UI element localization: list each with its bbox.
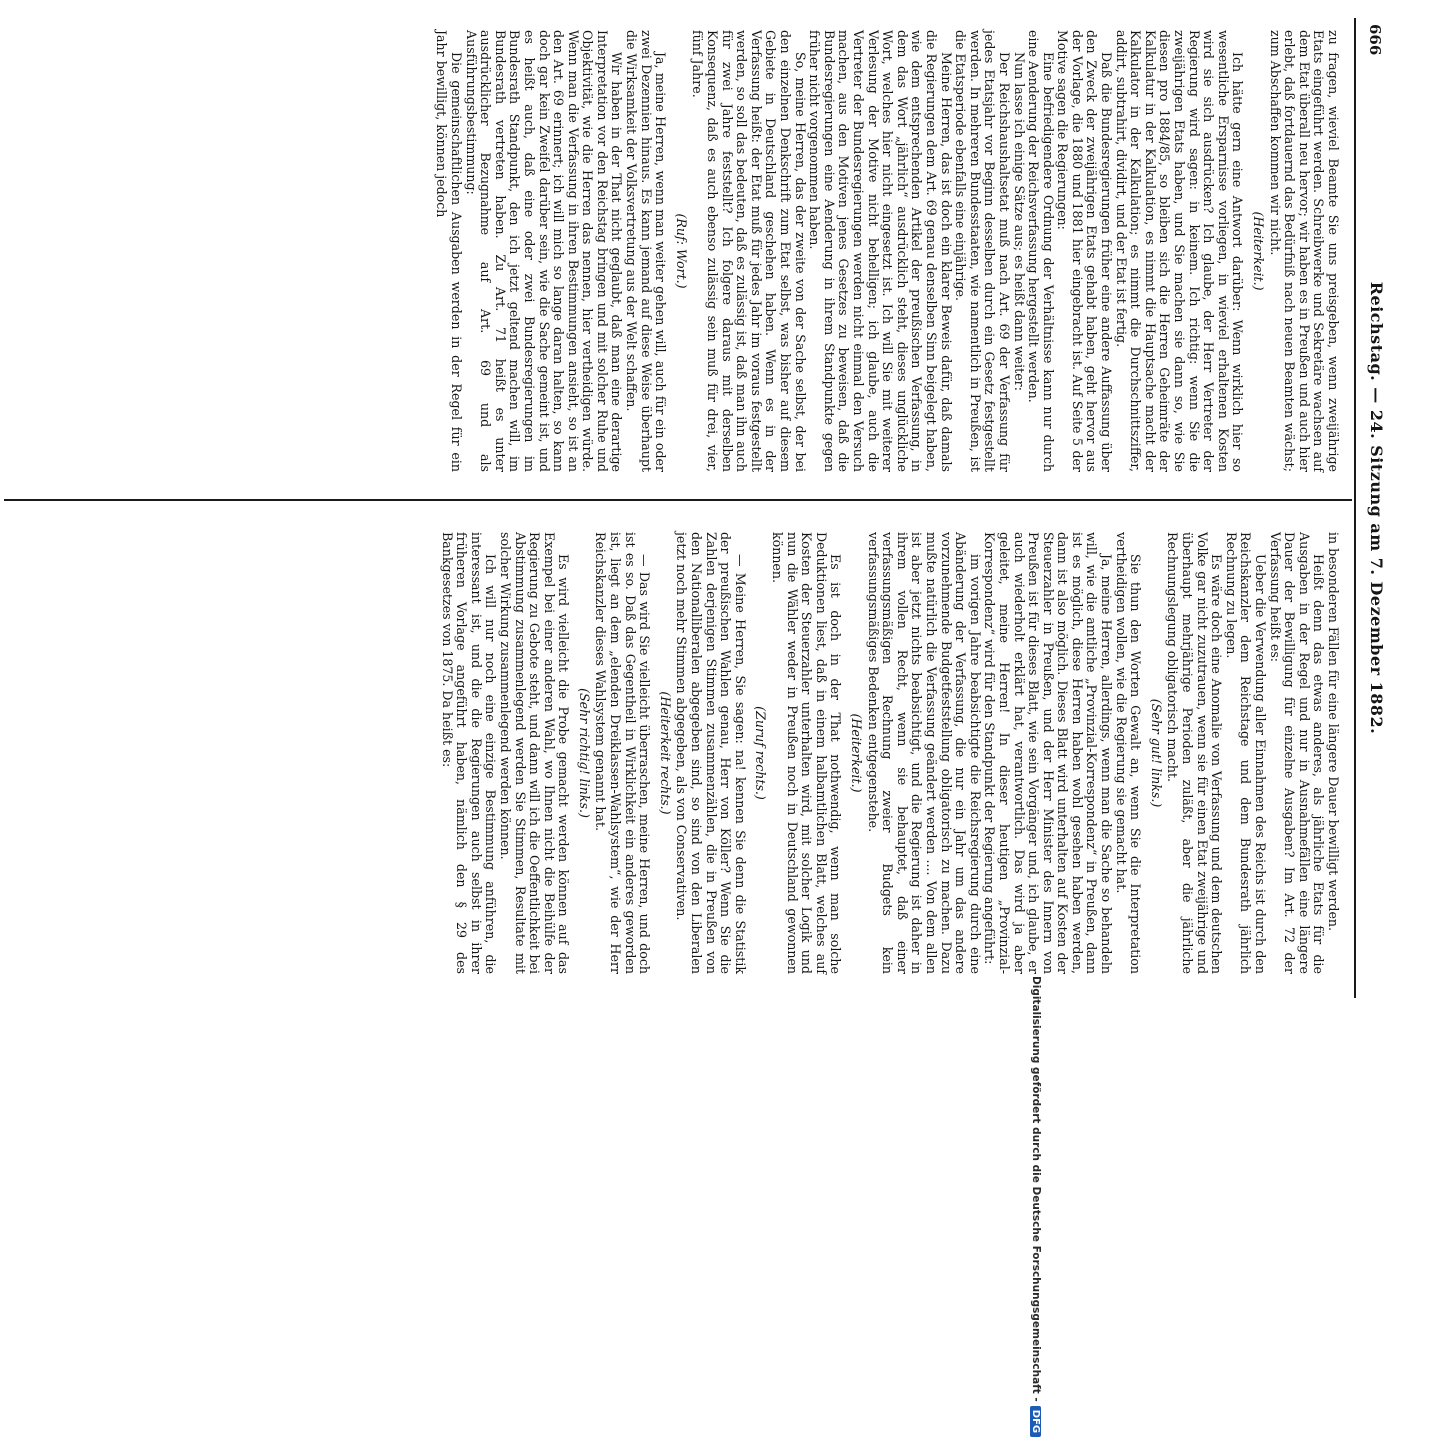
digitization-credit [1030, 976, 1042, 1437]
interjection: (Heiterkeit rechts.) [657, 691, 673, 815]
paragraph: Es ist doch in der That nothwendig, wenn man solche Deduktionen liest, daß in einem halbamtlichen Blatt, welches auf Kosten der Steuerzahler unterhalten wird, mit solcher Logik und nun die Wähler weder in Preußen noch in Deutschland gewonnen können. [770, 532, 844, 974]
paragraph: Ich will nur noch eine einzige Bestimmung anführen, die interessant ist, und die die Regierungen auch selbst in ihrer früheren Vorlage angeführt haben, nämlich den § 29 des Bankgesetzes von 1875. Da heißt es: [439, 532, 499, 974]
right-column [439, 532, 1340, 974]
paragraph: Daß die Bundesregierungen früher eine andere Auffassung über den Zweck der zweijährigen Etats gehabt haben, geht hervor aus der Vorlage, die 1880 und 1881 hier eingebracht ist. Auf Seite 5 der Motive sagen die Regierungen: [1055, 30, 1115, 472]
interjection: (Heiterkeit.) [1251, 211, 1267, 291]
paragraph: Sie thun den Worten Gewalt an, wenn Sie die Interpretation vertheidigen wollen, wie die Regierung sie gemacht hat. [1113, 532, 1144, 974]
quote: Die gemeinschaftlichen Ausgaben werden in der Regel für ein Jahr bewilligt, können jedoch [434, 30, 464, 472]
paragraph: Ja, meine Herren, wenn man weiter gehen will, auch für ein oder zwei Dezennien hinaus. Es kann jemand auf diese Weise überhaupt die Wirksamkeit der Volksvertretung aus der Welt schaffen. [624, 30, 669, 472]
interjection: (Ruf: Wort.) [673, 213, 689, 289]
credit-text: Digitalisierung gefördert durch die Deutsche Forschungsgemeinschaft - [1030, 976, 1042, 1402]
paragraph: Wir haben in der That nicht geglaubt, daß man eine derartige Interpretation vor den Reichstag bringen und mit solcher Ruhe und Objektivität, wie die Herren das nennen, hier vertheidigen würde. Wenn man die Verfassung in ihren Bestimmungen ansieht, so ist an den Art. 69 erinnert; ich will mich so lange daran halten, so kann doch gar kein Zweifel darüber sein, wie die Sache gemeint ist, und es heißt auch, daß eine oder zwei Bundesregierungen im Bundesrath Standpunkt, den ich jetzt geltend machen will, im Bundesrath vertreten haben. Zu Art. 71 heißt es unter ausdrücklicher Bezugnahme auf Art. 69 und als Ausführungsbestimmung: [463, 30, 625, 472]
quote: im vorigen Jahre beabsichtigte die Reichsregierung durch eine Abänderung der Verfassung, die nur ein Jahr um das andere vorzunehmende Budgetfeststellung obligatorisch zu machen. Dazu mußte natürlich die Verfassung geändert werden .... Von dem allen ist aber jetzt nichts beabsichtigt, und die Regierung ist daher in ihrem vollen Recht, wenn sie behauptet, daß einer verfassungsmäßigen Rechnung zweier Budgets kein verfassungsmäßiges Bedenken entgegenstehe. [865, 532, 983, 974]
paragraph: — Meine Herren, Sie sagen: na! kennen Sie denn die Statistik der preußischen Wahlen genau, Herr von Köller? Wenn Sie die Zahlen derjenigen Stimmen zusammenzählen, die in Preußen von den Nationalliberalen abgegeben sind, so sind von den Liberalen jetzt noch mehr Stimmen abgegeben, als von Conservativen. [674, 532, 748, 974]
paragraph: Nun lasse ich einige Sätze aus; es heißt dann weiter: [1011, 52, 1027, 391]
interjection: (Heiterkeit.) [849, 713, 864, 793]
quote: Eine befriedigendere Ordnung der Verhältnisse kann nur durch eine Aenderung der Reichsverfassung hergestellt werden. [1026, 30, 1056, 472]
paragraph: Meine Herren, das ist doch ein klarer Beweis dafür, daß damals die Regierungen dem Art. 69 genau denselben Sinn beigelegt haben, wie dem entsprechenden Artikel der preußischen Verfassung, in dem das Wort „jährlich“ ausdrücklich steht, dieses unglückliche Wort, welches hier nicht eingesetzt ist. Ich will Sie mit weiterer Verlesung der Motive nicht behelligen; ich glaube, auch die Vertreter der Bundesregierungen werden nicht einmal den Versuch machen, aus den Motiven jenes Gesetzes zu beweisen, daß die Bundesregierungen eine Aenderung in ihrem Standpunkte gegen früher nicht vorgenommen haben. [807, 30, 954, 472]
paragraph: Es wird vielleicht die Probe gemacht werden können auf das Exempel bei einer anderen Wahl, wo Ihnen nicht die Beihülfe der Regierung zu Gebote steht, und dann will ich die Oeffentlichkeit bei Abstimmung zusammenlegend werden Sie Stimmen, Resultate mit solcher Wirkung zusammenlegend werden können. [497, 532, 572, 974]
page-rotated [2, 18, 1402, 1434]
interjection: (Sehr richtig! links.) [576, 688, 592, 818]
dfg-logo: DFG [1030, 1406, 1041, 1437]
paragraph: zu fragen, wieviel Beamte Sie uns preisgeben, wenn zweijährige Etats eingeführt werden. Schreibwerke und Sekretäre wachsen auf dem Etat überall neu hervor; wir haben es in Preußen und auch hier erlebt, daß fortdauernd das Bedürfniß nach neuen Beamten wächst; zum Abschaffen kommen wir nicht. [1267, 30, 1341, 472]
quote: in besonderen Fällen für eine längere Dauer bewilligt werden. [1326, 532, 1341, 932]
paragraph: Heißt denn das etwas anderes, als jährliche Etats für die Ausgaben in der Regel und nur in Ausnahmefällen eine längere Dauer der Bewilligung für einzelne Ausgaben? Im Art. 72 der Verfassung heißt es: [1267, 532, 1327, 974]
page-number: 666 [1366, 24, 1384, 56]
page-header [1354, 18, 1402, 998]
column-divider [4, 499, 1352, 501]
left-column [434, 30, 1340, 472]
quote: Ueber die Verwendung aller Einnahmen des Reichs ist durch den Reichskanzler dem Reichstage und dem Bundesrath jährlich Rechnung zu legen. [1223, 532, 1269, 974]
paragraph: Es wäre doch eine Anomalie von Verfassung und dem deutschen Volke gar nicht zuzutrauen, wenn sie für einen Etat zweijährige und überhaupt mehrjährige Perioden zuläßt, aber die jährliche Rechnungslegung obligatorisch macht. [1165, 532, 1225, 974]
paragraph: — Das wird Sie vielleicht überraschen, meine Herren, und doch ist es so. Daß das Gegentheil in Wirklichkeit ein anderes geworden ist, liegt an dem „elenden Dreiklassen-Wahlsystem“, wie der Herr Reichskanzler dieses Wahlsystem genannt hat. [593, 532, 653, 974]
paragraph: Ich hätte gern eine Antwort darüber: Wenn wirklich hier so wesentliche Ersparnisse vorliegen, in wieviel erhaltenen Kosten wird sie sich ausdrücken? Ich glaube, der Herr Vertreter der Regierung wird sagen: in keinem. Ich richtig: wenn Sie die zweijährigen Etats haben, und Sie machen sie dann so, wie Sie diesen pro 1884/85, so bleiben sich die Herren Geheimräte der Kalkulatur in der Kalkulation, es nimmt die Hauptsache macht der Kalkulator in der Kalkulation; es nimmt die Durchschnittsziffer, addirt, subtrahirt, dividirt, und der Etat ist fertig. [1113, 30, 1246, 472]
interjection: (Sehr gut! links.) [1148, 698, 1164, 808]
quote: Der Reichshaushaltsetat muß nach Art. 69 der Verfassung für jedes Etatsjahr vor Beginn desselben durch ein Gesetz festgestellt werden. In mehreren Bundesstaaten, wie namentlich in Preußen, ist die Etatsperiode ebenfalls eine einjährige. [953, 30, 1012, 472]
paragraph: So, meine Herren, das der zweite von der Sache selbst, der bei den einzelnen Denkschrift zum Etat selbst, was bisher auf diesem Gebiete in Deutschland geschehen haben. Wenn es in der Verfassung heißt: der Etat muß für jedes Jahr im voraus festgestellt werden, so soll das bedeuten, daß es zulässig ist, daß man ihn auch für zwei Jahre feststellt? Ich folgere daraus mit derselben Konsequenz, daß es auch ebenso zulässig sein muß für drei, vier, fünf Jahre. [690, 30, 808, 472]
interjection: (Zuruf rechts.) [753, 706, 769, 800]
page-title: Reichstag. — 24. Sitzung am 7. Dezember 1882. [1367, 281, 1386, 735]
paragraph: Ja, meine Herren, allerdings, wenn man die Sache so behandeln will, wie die amtliche „Provinzial-Korrespondenz“ in Preußen, dann ist es möglich, diese Herren haben wohl gesehen haben werden, dann ist also möglich. Dieses Blatt wird unterhalten auf Kosten der Steuerzahler in Preußen, und der Herr Minister des Innern von Preußen ist für dieses Blatt, wie sein Vorgänger und, ich glaube, er auch wiederholt erklärt hat, verantwortlich. Das wird ja aber geleitet, meine Herren! In dieser heutigen „Provinzial-Korrespondenz“ wird für den Standpunkt der Regierung angeführt: [982, 532, 1115, 974]
